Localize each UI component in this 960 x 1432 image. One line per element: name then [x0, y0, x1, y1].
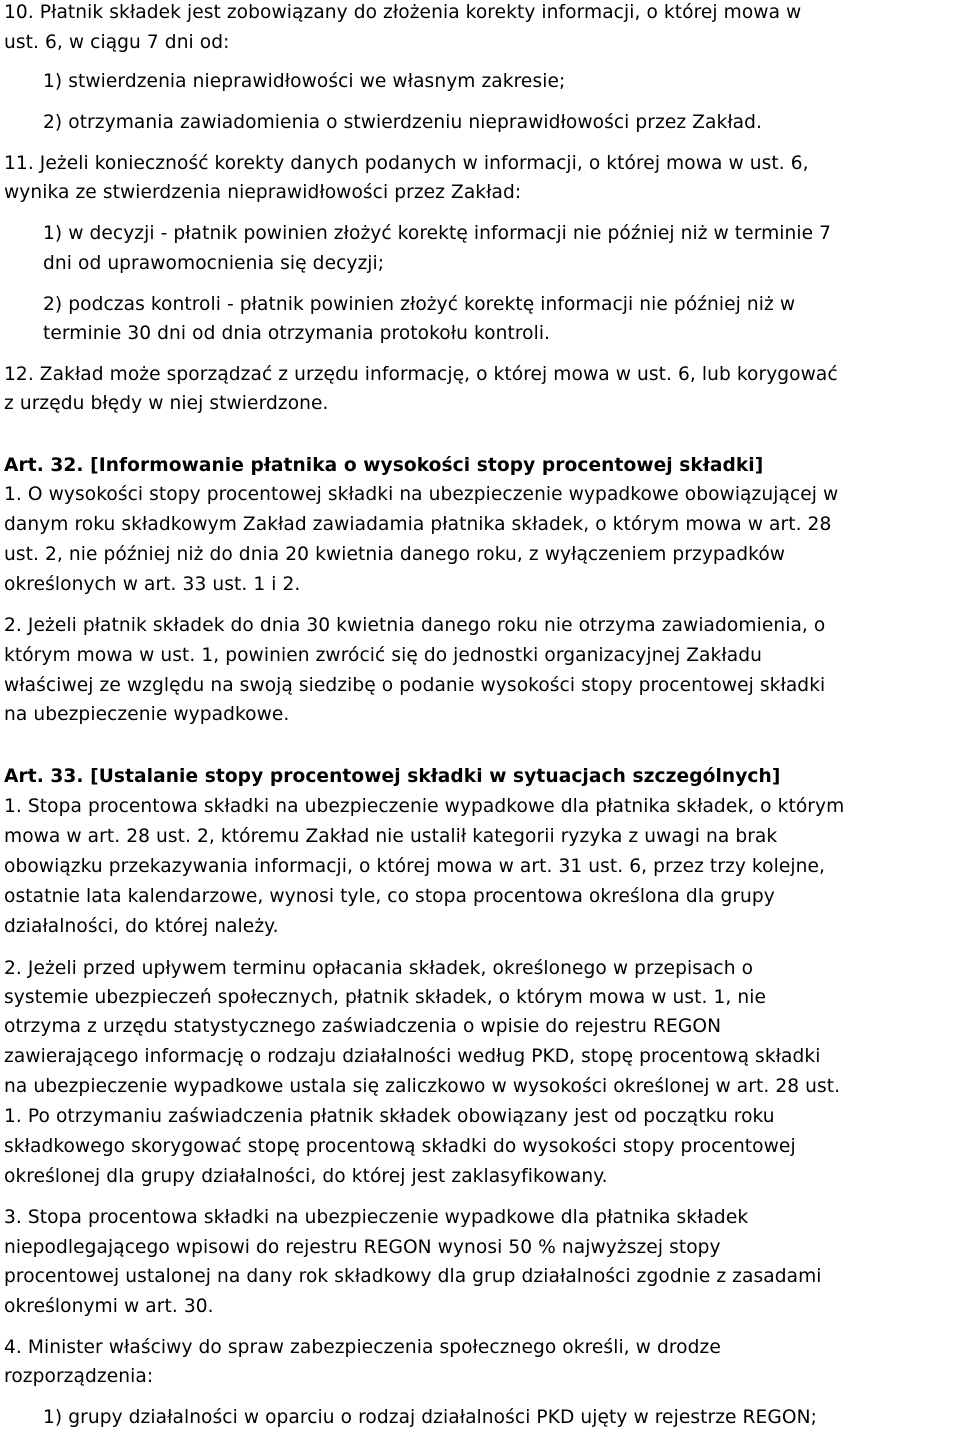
art-33-p1-line: działalności, do której należy. [4, 916, 279, 937]
para-12-line: z urzędu błędy w niej stwierdzone. [4, 393, 329, 414]
art-32-heading: Art. 32. [Informowanie płatnika o wysokości stopy procentowej składki] [4, 455, 764, 476]
art-33-heading: Art. 33. [Ustalanie stopy procentowej składki w sytuacjach szczególnych] [4, 766, 781, 787]
para-10-item-2: 2) otrzymania zawiadomienia o stwierdzeniu nieprawidłowości przez Zakład. [43, 112, 763, 133]
art-33-p2-line: zawierającego informację o rodzaju działalności według PKD, stopę procentową składki [4, 1046, 821, 1067]
art-33-p1-line: ostatnie lata kalendarzowe, wynosi tyle, co stopa procentowa określona dla grupy [4, 886, 775, 907]
para-11-line: wynika ze stwierdzenia nieprawidłowości przez Zakład: [4, 182, 522, 203]
art-33-p3-line: 3. Stopa procentowa składki na ubezpieczenie wypadkowe dla płatnika składek [4, 1207, 749, 1228]
para-11-item-1-line: dni od uprawomocnienia się decyzji; [43, 253, 385, 274]
art-33-p4-line: 4. Minister właściwy do spraw zabezpieczenia społecznego określi, w drodze [4, 1337, 721, 1358]
para-11-line: 11. Jeżeli konieczność korekty danych podanych w informacji, o której mowa w ust. 6, [4, 153, 809, 174]
art-33-p4-item-1: 1) grupy działalności w oparciu o rodzaj działalności PKD ujęty w rejestrze REGON; [43, 1407, 817, 1428]
art-33-p2-line: systemie ubezpieczeń społecznych, płatnik składek, o którym mowa w ust. 1, nie [4, 987, 766, 1008]
para-10-line: ust. 6, w ciągu 7 dni od: [4, 32, 230, 53]
art-32-p2-line: którym mowa w ust. 1, powinien zwrócić się do jednostki organizacyjnej Zakładu [4, 645, 762, 666]
art-33-p1-line: 1. Stopa procentowa składki na ubezpieczenie wypadkowe dla płatnika składek, o którym [4, 796, 845, 817]
art-33-p3-line: procentowej ustalonej na dany rok składkowy dla grup działalności zgodnie z zasadami [4, 1266, 822, 1287]
para-11-item-2-line: terminie 30 dni od dnia otrzymania protokołu kontroli. [43, 323, 551, 344]
art-32-p2-line: na ubezpieczenie wypadkowe. [4, 704, 290, 725]
art-33-p1-line: mowa w art. 28 ust. 2, któremu Zakład nie ustalił kategorii ryzyka z uwagi na brak [4, 826, 778, 847]
art-32-p1-line: ust. 2, nie później niż do dnia 20 kwietnia danego roku, z wyłączeniem przypadków [4, 544, 786, 565]
art-33-p3-line: niepodlegającego wpisowi do rejestru REGON wynosi 50 % najwyższej stopy [4, 1237, 721, 1258]
art-32-p2-line: właściwej ze względu na swoją siedzibę o podanie wysokości stopy procentowej składki [4, 675, 826, 696]
art-33-p2-line: składkowego skorygować stopę procentową składki do wysokości stopy procentowej [4, 1136, 796, 1157]
art-33-p2-line: określonej dla grupy działalności, do której jest zaklasyfikowany. [4, 1166, 608, 1187]
art-33-p2-line: 1. Po otrzymaniu zaświadczenia płatnik składek obowiązany jest od początku roku [4, 1106, 775, 1127]
art-33-p2-line: na ubezpieczenie wypadkowe ustala się zaliczkowo w wysokości określonej w art. 28 ust. [4, 1076, 841, 1097]
art-33-p2-line: 2. Jeżeli przed upływem terminu opłacania składek, określonego w przepisach o [4, 958, 754, 979]
art-32-p1-line: 1. O wysokości stopy procentowej składki na ubezpieczenie wypadkowe obowiązującej w [4, 484, 839, 505]
art-32-p2-line: 2. Jeżeli płatnik składek do dnia 30 kwietnia danego roku nie otrzyma zawiadomienia, o [4, 615, 826, 636]
art-33-p1-line: obowiązku przekazywania informacji, o której mowa w art. 31 ust. 6, przez trzy kolejne, [4, 856, 825, 877]
para-10-item-1: 1) stwierdzenia nieprawidłowości we własnym zakresie; [43, 71, 566, 92]
art-32-p1-line: danym roku składkowym Zakład zawiadamia płatnika składek, o którym mowa w art. 28 [4, 514, 832, 535]
art-33-p2-line: otrzyma z urzędu statystycznego zaświadczenia o wpisie do rejestru REGON [4, 1016, 722, 1037]
para-12-line: 12. Zakład może sporządzać z urzędu informację, o której mowa w ust. 6, lub korygować [4, 364, 838, 385]
art-32-p1-line: określonych w art. 33 ust. 1 i 2. [4, 574, 301, 595]
para-11-item-1-line: 1) w decyzji - płatnik powinien złożyć korektę informacji nie później niż w terminie 7 [43, 223, 832, 244]
art-33-p4-line: rozporządzenia: [4, 1366, 154, 1387]
art-33-p3-line: określonymi w art. 30. [4, 1296, 214, 1317]
para-10-line: 10. Płatnik składek jest zobowiązany do złożenia korekty informacji, o której mowa w [4, 2, 802, 23]
para-11-item-2-line: 2) podczas kontroli - płatnik powinien złożyć korektę informacji nie później niż w [43, 294, 796, 315]
